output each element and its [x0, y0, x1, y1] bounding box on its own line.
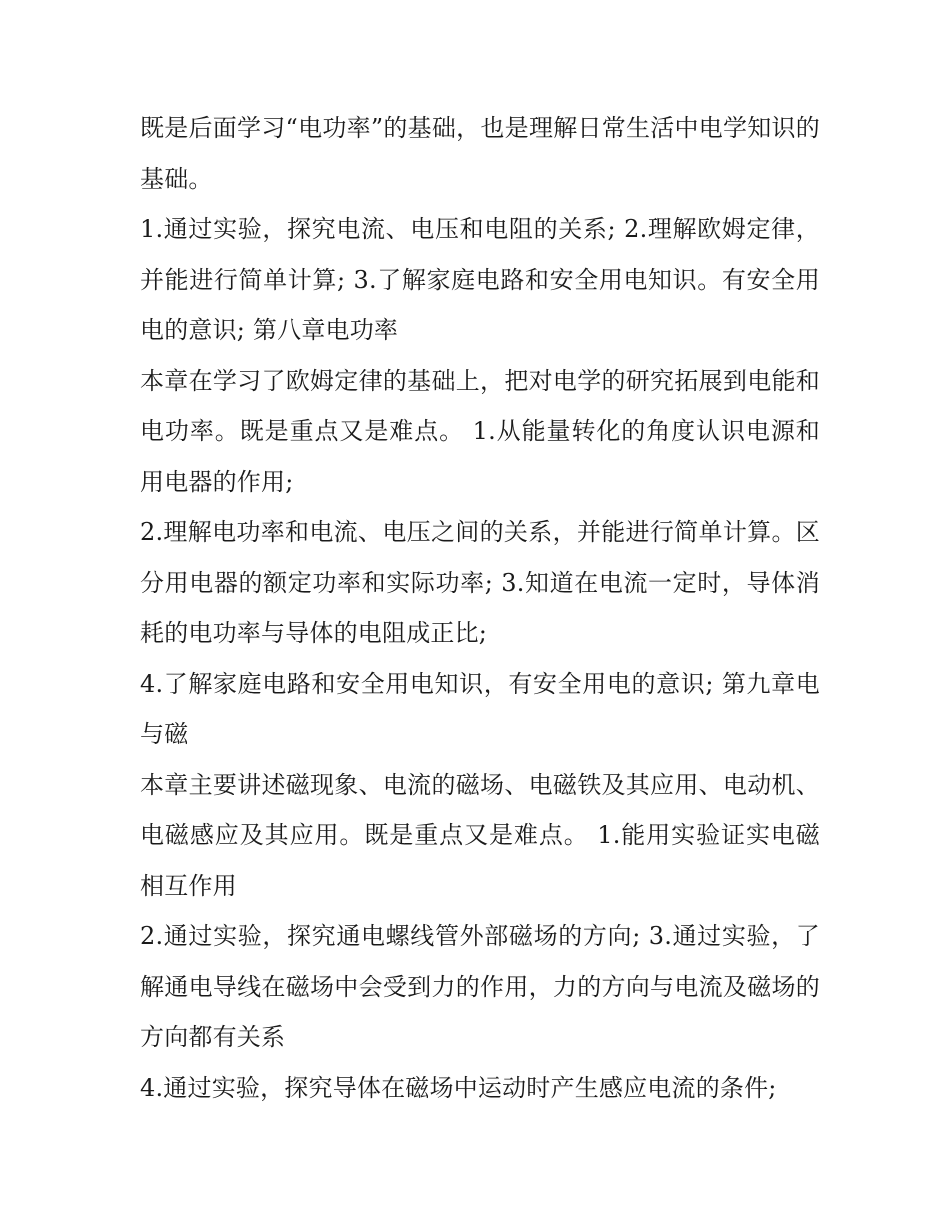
paragraph-2: 1.通过实验，探究电流、电压和电阻的关系; 2.理解欧姆定律，并能进行简单计算; 3.了解家庭电路和安全用电知识。有安全用电的意识; 第八章电功率	[140, 215, 820, 344]
paragraph-6: 本章主要讲述磁现象、电流的磁场、电磁铁及其应用、电动机、电磁感应及其应用。既是重点又是难点。 1.能用实验证实电磁相互作用	[140, 770, 820, 900]
paragraph-5: 4.了解家庭电路和安全用电知识，有安全用电的意识; 第九章电与磁	[140, 669, 820, 748]
paragraph-1: 既是后面学习“电功率”的基础，也是理解日常生活中电学知识的基础。	[140, 114, 820, 193]
paragraph-3: 本章在学习了欧姆定律的基础上，把对电学的研究拓展到电能和电功率。既是重点又是难点。 1.从能量转化的角度认识电源和用电器的作用;	[140, 366, 820, 496]
paragraph-4: 2.理解电功率和电流、电压之间的关系，并能进行简单计算。区分用电器的额定功率和实际功率; 3.知道在电流一定时，导体消耗的电功率与导体的电阻成正比;	[140, 518, 820, 647]
document-page	[140, 103, 820, 1113]
paragraph-7: 2.通过实验，探究通电螺线管外部磁场的方向; 3.通过实验，了解通电导线在磁场中会受到力的作用，力的方向与电流及磁场的方向都有关系	[140, 922, 820, 1051]
paragraph-8: 4.通过实验，探究导体在磁场中运动时产生感应电流的条件;	[140, 1073, 777, 1102]
